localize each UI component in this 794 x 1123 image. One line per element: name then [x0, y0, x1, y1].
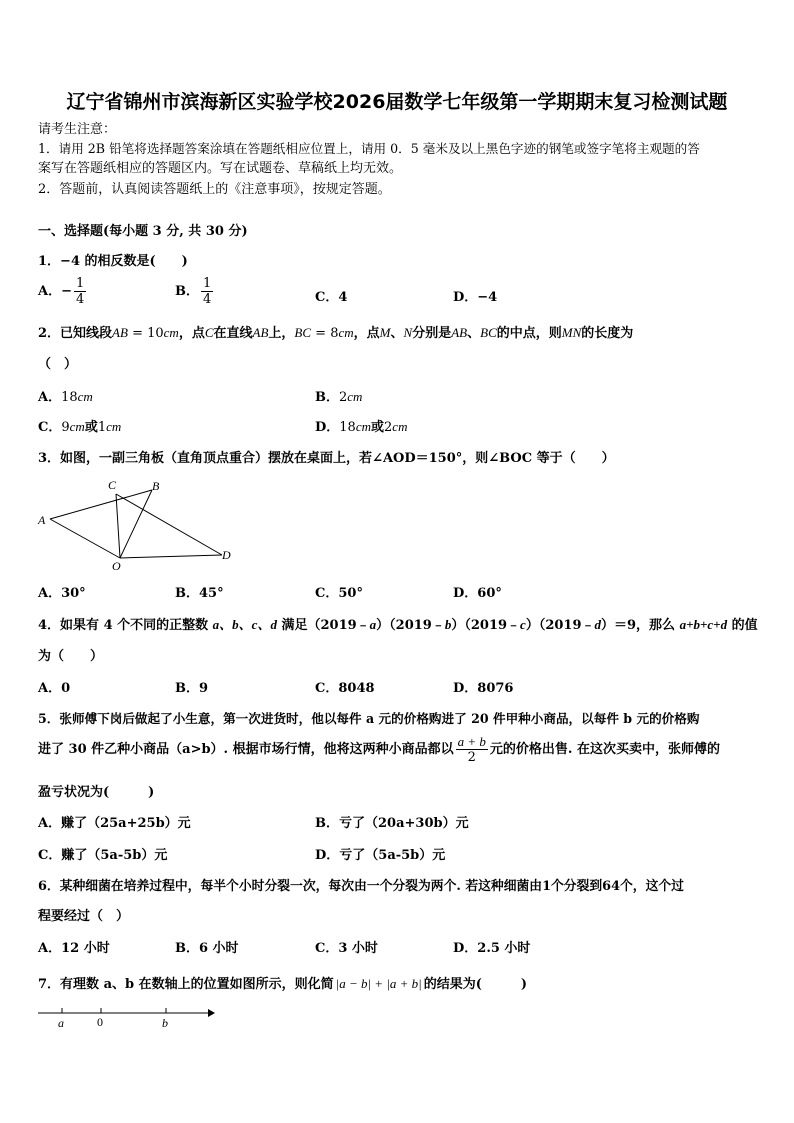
q1-option-a: A．− $\frac{1}{4}$: [38, 276, 85, 307]
q3-label-o: O: [112, 559, 121, 572]
arrow-right-icon: [208, 1009, 215, 1017]
q1-option-c: C．4: [315, 290, 348, 305]
q1-stem: 1．−4 的相反数是( ): [38, 254, 188, 269]
q6-option-c: C．3 小时: [315, 941, 378, 956]
q2-option-c: C．9cm或1cm: [38, 419, 122, 435]
q3-option-d: D．60°: [453, 586, 502, 601]
q4-option-d: D．8076: [453, 681, 514, 696]
q3-label-d: D: [222, 548, 231, 562]
q3-label-c: C: [108, 478, 117, 492]
q7-expression: |a − b| + |a + b|: [335, 976, 422, 991]
q4-option-b: B．9: [175, 681, 209, 696]
q6-option-b: B．6 小时: [175, 941, 239, 956]
q5-option-c: C．赚了（5a-5b）元: [38, 848, 168, 863]
q3-option-c: C．50°: [315, 586, 363, 601]
q4-stem-line2: 为（ ）: [38, 649, 104, 664]
q5-option-d: D．亏了（5a-5b）元: [315, 848, 446, 863]
q1-option-b: B． $\frac{1}{4}$: [175, 276, 212, 307]
q2-option-b: B．2cm: [315, 389, 363, 405]
q4-option-c: C．8048: [315, 681, 375, 696]
q3-option-b: B．45°: [175, 586, 224, 601]
page-title: 辽宁省锦州市滨海新区实验学校2026届数学七年级第一学期期末复习检测试题: [66, 91, 728, 113]
q3-stem: 3．如图，一副三角板（直角顶点重合）摆放在桌面上，若∠AOD＝150°，则∠BOC 等于（ ）: [38, 451, 615, 466]
q3-label-b: B: [152, 479, 160, 493]
notice-line1b: 案写在答题纸相应的答题区内。写在试题卷、草稿纸上均无效。: [38, 161, 403, 176]
q1-option-d: D．−4: [453, 290, 498, 305]
q6-option-d: D．2.5 小时: [453, 941, 531, 956]
q4-stem-line1: 4．如果有 4 个不同的正整数 a、b、c、d 满足（2019﹣a）（2019﹣b）（2019﹣c）（2019﹣d）＝9，那么 a+b+c+d 的值: [38, 617, 758, 633]
q5-stem-line2: 进了 30 件乙种小商品（a>b）. 根据市场行情，他将这两种小商品都以 $\frac{a + b}{2}$ 元的价格出售. 在这次买卖中，张师傅的: [38, 734, 720, 765]
notice-line1a: 1．请用 2B 铅笔将选择题答案涂填在答题纸相应位置上，请用 0．5 毫米及以上黑色字迹的钢笔或签字笔将主观题的答: [38, 141, 700, 156]
q2-option-a: A．18cm: [38, 389, 93, 405]
q2-option-d: D．18cm或2cm: [315, 419, 408, 435]
q7-label-zero: 0: [97, 1015, 103, 1029]
q5-stem-line1: 5．张师傅下岗后做起了小生意，第一次进货时，他以每件 a 元的价格购进了 20 件甲种小商品，以每件 b 元的价格购: [38, 711, 700, 726]
q2-paren: （ ）: [38, 357, 78, 372]
q6-stem-line2: 程要经过（ ）: [38, 909, 130, 924]
q6-option-a: A．12 小时: [38, 941, 110, 956]
q5-stem-line3: 盈亏状况为( ): [38, 785, 155, 800]
q3-option-a: A．30°: [38, 586, 86, 601]
q7-label-b: b: [162, 1016, 168, 1030]
q3-label-a: A: [38, 513, 46, 527]
section-heading: 一、选择题(每小题 3 分, 共 30 分): [38, 224, 248, 239]
q3-triangle-figure: [36, 476, 236, 572]
q7-stem: 7．有理数 a、b 在数轴上的位置如图所示，则化简 |a − b| + |a + b| 的结果为( ): [38, 976, 528, 992]
notice-line2: 2．答题前，认真阅读答题纸上的《注意事项》，按规定答题。: [38, 182, 391, 197]
notice-heading: 请考生注意：: [38, 122, 117, 137]
q7-number-line: [36, 1002, 216, 1032]
q4-option-a: A．0: [38, 681, 71, 696]
q5-option-b: B．亏了（20a+30b）元: [315, 816, 469, 831]
q2-stem: 2．已知线段AB = 10cm，点C在直线AB上，BC = 8cm，点M、N分别是AB、BC的中点，则MN的长度为: [38, 325, 634, 341]
q7-label-a: a: [58, 1016, 64, 1030]
q6-stem-line1: 6．某种细菌在培养过程中，每半个小时分裂一次，每次由一个分裂为两个. 若这种细菌由1个分裂到64个，这个过: [38, 879, 684, 894]
q5-option-a: A．赚了（25a+25b）元: [38, 816, 191, 831]
